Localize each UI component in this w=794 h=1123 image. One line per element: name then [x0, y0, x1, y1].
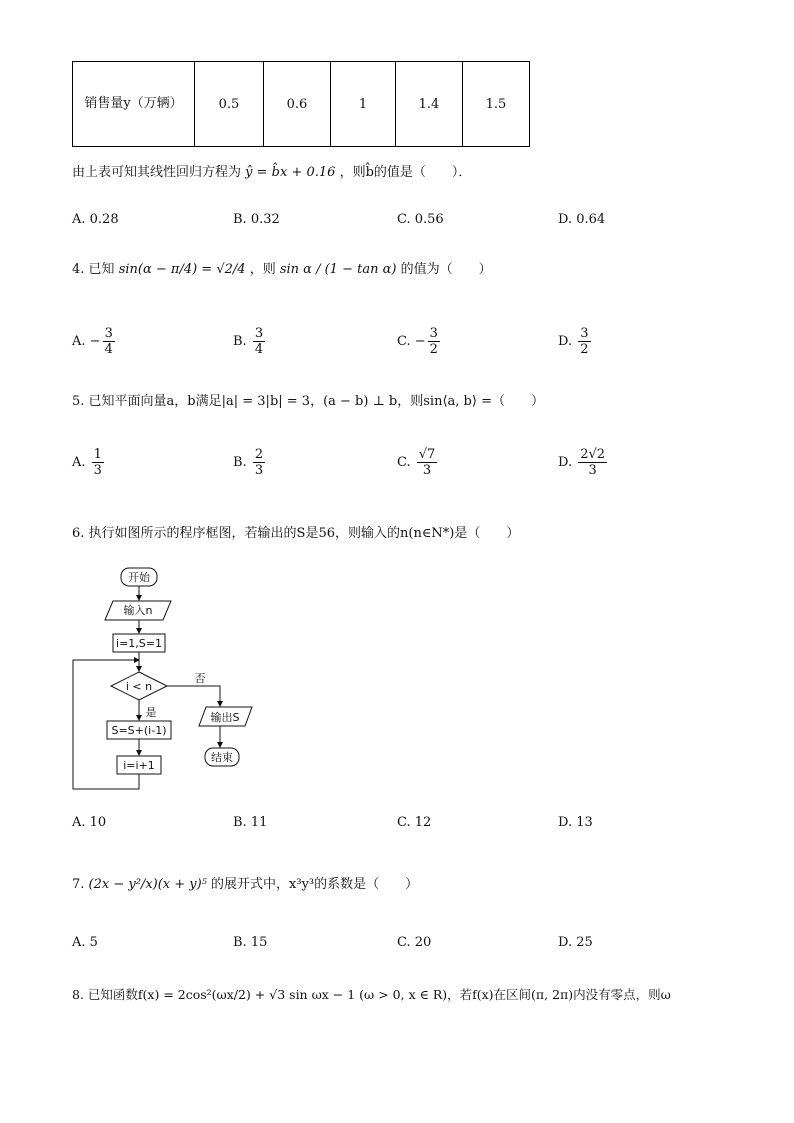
denominator: 3: [588, 463, 597, 478]
option-letter: D.: [558, 334, 573, 349]
fraction: [253, 326, 265, 357]
table-cell: 0.5: [195, 62, 264, 147]
option-d: [558, 326, 593, 357]
flow-no-label: 否: [194, 672, 206, 685]
option-a: A. 0.28: [72, 212, 119, 227]
fraction: [578, 447, 607, 478]
fraction: [578, 326, 590, 357]
question-number: 8.: [72, 987, 84, 1002]
numerator: 2√2: [580, 447, 606, 462]
option-a: A. 10: [72, 815, 107, 830]
option-b: [233, 326, 267, 357]
question-3-stem: [72, 161, 471, 180]
numerator: 3: [254, 326, 264, 341]
numerator: 3: [429, 326, 438, 341]
table-cell: 1: [331, 62, 396, 147]
flow-init-label: i=1,S=1: [116, 637, 162, 650]
option-b: [233, 447, 267, 478]
denominator: 4: [104, 342, 113, 357]
option-letter: A.: [72, 455, 86, 470]
flow-condition-label: i < n: [125, 680, 153, 693]
option-c: C. 12: [397, 815, 432, 830]
option-a: [72, 447, 106, 478]
q4-expression: sin α / (1 − tan α): [279, 262, 397, 277]
question-6-stem: [72, 522, 519, 541]
q3-tail: ，则b̂的值是（ ）．: [339, 165, 472, 180]
option-a: A. 5: [72, 935, 98, 950]
fraction: [428, 326, 440, 357]
q7-expression: (2x − y²/x)(x + y)⁵: [88, 877, 207, 892]
option-d: [558, 447, 609, 478]
option-c: [397, 447, 439, 478]
q5-text: 已知平面向量a，b满足|a| = 3|b| = 3，(a − b) ⊥ b，则sin⟨a, b⟩ =（ ）: [88, 394, 544, 409]
flow-body-label: S=S+(i-1): [111, 724, 167, 737]
option-letter: B.: [233, 334, 247, 349]
fraction: [103, 326, 115, 357]
option-letter: A.: [72, 334, 86, 349]
flow-increment-label: i=i+1: [123, 759, 155, 772]
option-a: [72, 326, 117, 357]
question-5-stem: [72, 390, 544, 409]
option-c: C. 0.56: [397, 212, 444, 227]
question-7-stem: [72, 873, 418, 892]
question-number: 6.: [72, 526, 85, 541]
question-4-stem: [72, 258, 492, 277]
denominator: 2: [580, 342, 589, 357]
option-d: D. 25: [558, 935, 593, 950]
denominator: 4: [254, 342, 264, 357]
numerator: √7: [418, 447, 436, 462]
question-8-stem: [72, 985, 671, 1003]
q7-text: 的展开式中，x³y³的系数是（ ）: [211, 877, 419, 892]
flow-output-label: 输出S: [210, 711, 240, 724]
q4-condition: sin(α − π/4) = √2/4: [118, 262, 246, 277]
q3-text: 由上表可知其线性回归方程为: [72, 165, 242, 180]
option-c: C. 20: [397, 935, 432, 950]
numerator: 3: [580, 326, 589, 341]
option-c: [397, 326, 442, 357]
option-letter: C.: [397, 334, 411, 349]
q6-text: 执行如图所示的程序框图，若输出的S是56，则输入的n(n∈N*)是（ ）: [88, 526, 520, 541]
question-number: 5.: [72, 394, 85, 409]
q4-text: 已知: [88, 262, 115, 277]
option-letter: B.: [233, 455, 247, 470]
q8-text: 已知函数f(x) = 2cos²(ωx/2) + √3 sin ωx − 1 (ω > 0, x ∈ R)，若f(x)在区间(π, 2π)内没有零点，则ω: [87, 987, 671, 1002]
option-b: B. 0.32: [233, 212, 280, 227]
question-number: 7.: [72, 877, 85, 892]
regression-equation: ŷ = b̂x + 0.16: [245, 165, 336, 180]
table-cell: 1.5: [463, 62, 530, 147]
option-b: B. 15: [233, 935, 268, 950]
option-b: B. 11: [233, 815, 268, 830]
option-d: D. 0.64: [558, 212, 606, 227]
denominator: 3: [422, 463, 432, 478]
option-d: D. 13: [558, 815, 593, 830]
flow-input-label: 输入n: [123, 604, 153, 617]
denominator: 3: [93, 463, 102, 478]
numerator: 3: [104, 326, 113, 341]
q4-mid: ，则: [249, 262, 276, 277]
flow-end-label: 结束: [211, 751, 233, 764]
table-cell: 1.4: [396, 62, 463, 147]
denominator: 2: [429, 342, 438, 357]
row-label: 销售量y（万辆）: [84, 96, 183, 111]
flow-start-label: 开始: [128, 571, 150, 584]
flow-yes-label: 是: [145, 706, 157, 719]
fraction: [253, 447, 265, 478]
numerator: 1: [93, 447, 102, 462]
fraction: [92, 447, 104, 478]
option-sign: −: [414, 334, 426, 349]
table-cell: 0.6: [264, 62, 331, 147]
program-flowchart: [60, 560, 280, 800]
option-letter: C.: [397, 455, 411, 470]
fraction: [417, 447, 438, 478]
option-letter: D.: [558, 455, 573, 470]
row-label-cell: [73, 62, 195, 147]
numerator: 2: [254, 447, 264, 462]
denominator: 3: [254, 463, 264, 478]
q4-tail: 的值为（ ）: [400, 262, 492, 277]
table-row: [73, 62, 530, 147]
question-number: 4.: [72, 262, 85, 277]
sales-table: [72, 61, 530, 147]
option-sign: −: [89, 334, 101, 349]
